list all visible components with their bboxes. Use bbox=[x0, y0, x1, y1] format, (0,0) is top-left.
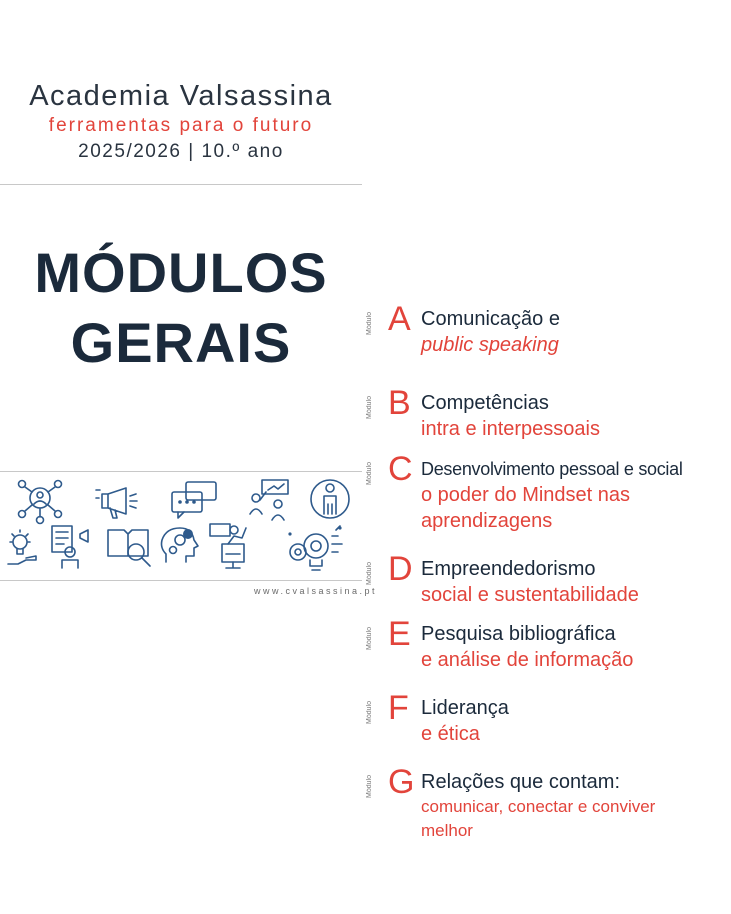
module-subtitle: e ética bbox=[421, 723, 480, 745]
module-letter: G bbox=[388, 763, 415, 801]
module-label: Módulo bbox=[366, 775, 373, 799]
tagline: ferramentas para o futuro bbox=[48, 115, 314, 136]
module-title: Liderança bbox=[421, 697, 509, 719]
module-letter: B bbox=[388, 384, 411, 422]
document-checklist-icon bbox=[52, 526, 88, 568]
speaker-podium-icon bbox=[210, 524, 246, 568]
module-label: Módulo bbox=[366, 627, 373, 651]
person-circle-icon bbox=[311, 480, 349, 518]
website-url: www.cvalsassina.pt bbox=[254, 586, 378, 596]
module-subtitle: public speaking bbox=[421, 334, 559, 356]
module-subtitle: o poder do Mindset nas aprendizagens bbox=[421, 484, 631, 532]
module-letter: A bbox=[388, 300, 411, 338]
module-letter: E bbox=[388, 615, 411, 653]
teamwork-presentation-icon bbox=[250, 480, 288, 520]
module-letter: D bbox=[388, 550, 413, 588]
module-title: Comunicação e bbox=[421, 308, 560, 330]
head-gears-icon bbox=[162, 528, 199, 562]
module-label: Módulo bbox=[366, 396, 373, 420]
book-search-icon bbox=[108, 530, 150, 566]
title-line-2: GERAIS bbox=[70, 311, 292, 374]
header bbox=[0, 80, 362, 163]
module-subtitle: e análise de informação bbox=[421, 649, 634, 671]
module-title: Empreendedorismo bbox=[421, 558, 596, 580]
module-label: Módulo bbox=[366, 701, 373, 725]
title-line-1: MÓDULOS bbox=[34, 241, 328, 304]
module-title: Desenvolvimento pessoal e social bbox=[421, 459, 683, 479]
module-subtitle: comunicar, conectar e conviver melhor bbox=[421, 797, 656, 840]
module-letter: C bbox=[388, 450, 413, 488]
module-title: Competências bbox=[421, 392, 549, 414]
gears-lightbulb-icon bbox=[288, 526, 342, 570]
icons-strip bbox=[0, 471, 362, 581]
megaphone-icon bbox=[96, 488, 137, 518]
academy-name: Academia Valsassina bbox=[29, 80, 333, 112]
lightbulb-hand-icon bbox=[8, 530, 36, 564]
page-title bbox=[0, 238, 362, 378]
module-subtitle: intra e interpessoais bbox=[421, 418, 600, 440]
module-title: Relações que contam: bbox=[421, 771, 621, 793]
module-letter: F bbox=[388, 689, 409, 727]
chat-bubbles-icon bbox=[172, 482, 216, 518]
module-label: Módulo bbox=[366, 312, 373, 336]
module-subtitle: social e sustentabilidade bbox=[421, 584, 639, 606]
module-label: Módulo bbox=[366, 562, 373, 586]
module-label: Módulo bbox=[366, 462, 373, 486]
school-year: 2025/2026 | 10.º ano bbox=[78, 141, 284, 162]
module-title: Pesquisa bibliográfica bbox=[421, 623, 616, 645]
divider bbox=[0, 184, 362, 185]
network-people-icon bbox=[19, 481, 62, 524]
